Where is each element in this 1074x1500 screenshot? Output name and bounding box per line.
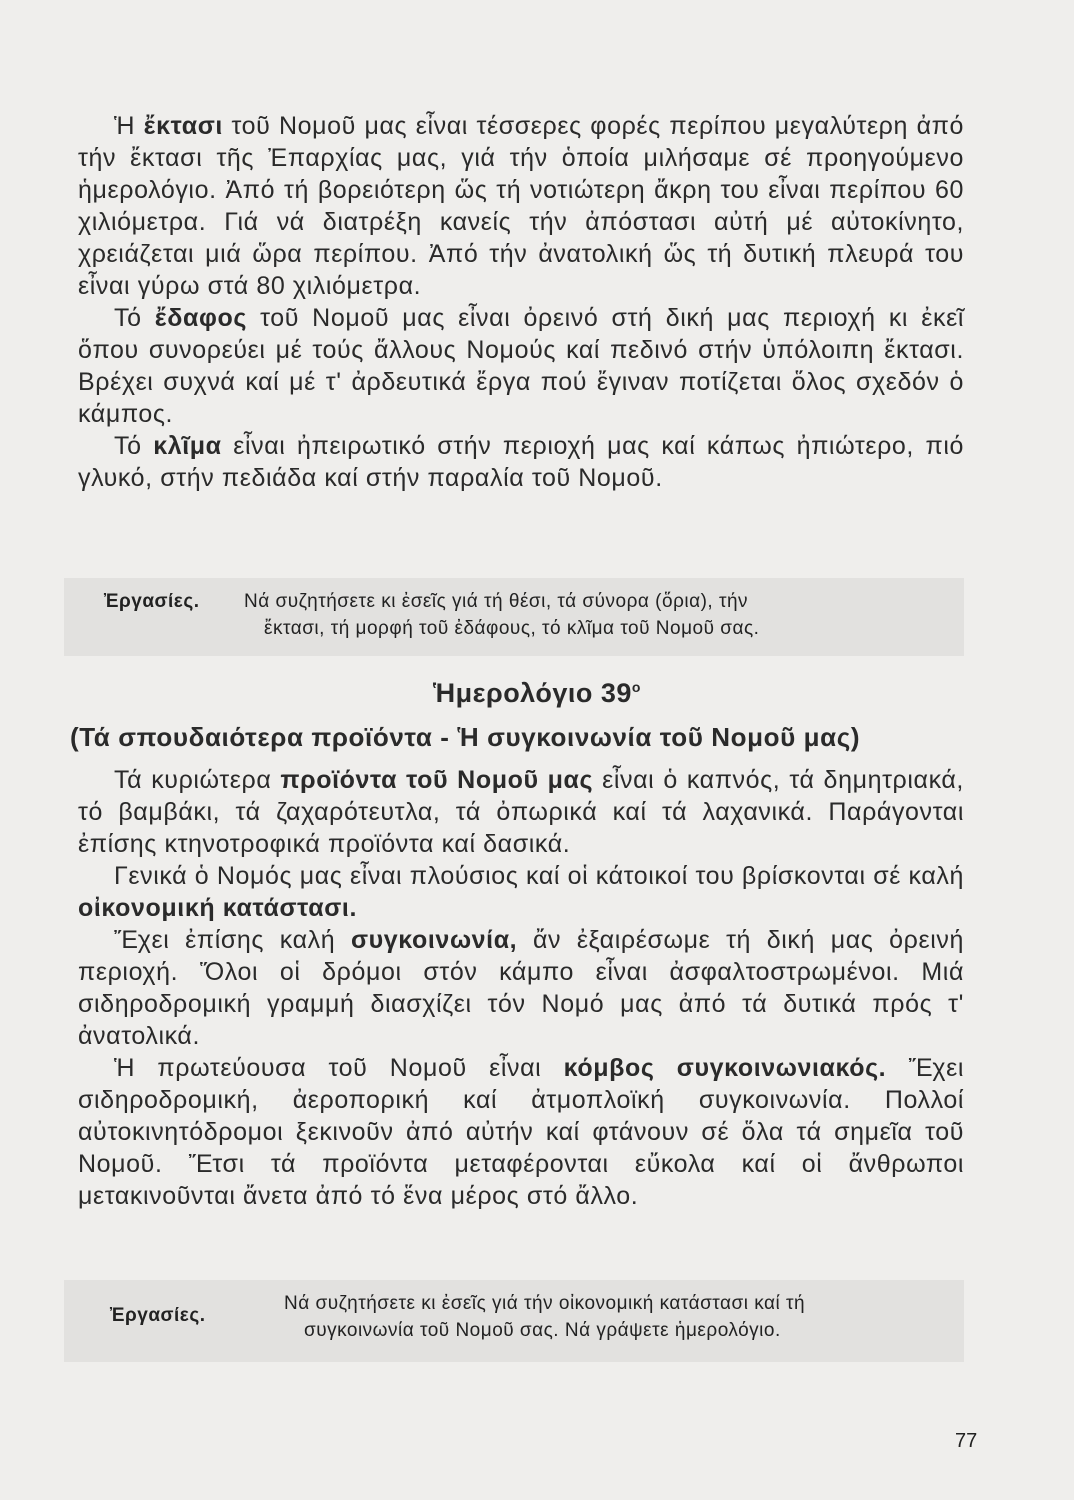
diary-title-superscript: ο	[631, 679, 641, 695]
keyword-terrain: ἔδαφος	[154, 304, 247, 332]
paragraph-area	[78, 110, 964, 302]
diary-title-text: Ἡμερολόγιο 39	[433, 678, 632, 708]
paragraph-terrain	[78, 302, 964, 430]
tasks-text	[244, 588, 944, 642]
paragraph-capital	[78, 1052, 964, 1212]
tasks-box-2	[64, 1280, 964, 1362]
paragraph-economy	[78, 860, 964, 924]
text-run: Τό	[114, 432, 154, 460]
tasks-label: Ἐργασίες.	[104, 591, 200, 612]
section-area-climate	[78, 110, 964, 494]
text-run: εἶναι ὁ καπνός, τά δημητριακά, τό βαμβάκι, τά ζαχαρότευτλα, τά ὀπωρικά καί τά λαχανικά. Παράγονται ἐπίσης κτηνοτροφικά προϊόντα καί δασικά.	[78, 766, 964, 858]
section-products-transport	[78, 764, 964, 1212]
keyword-transport: συγκοινωνία,	[350, 926, 518, 954]
paragraph-climate	[78, 430, 964, 494]
text-run: Τά κυριώτερα	[114, 766, 281, 794]
text-run: ἄν ἐξαιρέσωμε τή δική μας ὀρεινή περιοχή. Ὅλοι οἱ δρόμοι στόν κάμπο εἶναι ἀσφαλτοστρωμένοι. Μιά σιδηροδρομική γραμμή διασχίζει τόν Νομό μας ἀπό τά δυτικά πρός τ' ἀνατολικά.	[78, 926, 964, 1050]
keyword-hub: κόμβος συγκοινωνιακός.	[563, 1054, 887, 1082]
tasks-line: συγκοινωνία τοῦ Νομοῦ σας. Νά γράψετε ἡμερολόγιο.	[304, 1320, 781, 1341]
tasks-box-1	[64, 578, 964, 656]
text-run: Ἔχει σιδηροδρομική, ἀεροπορική καί ἀτμοπλοϊκή συγκοινωνία. Πολλοί αὐτοκινητόδρομοι ξεκινοῦν ἀπό αὐτήν καί φτάνουν σέ ὅλα τά σημεῖα τοῦ Νομοῦ. Ἔτσι τά προϊόντα μεταφέρονται εὔκολα καί οἱ ἄνθρωποι μετακινοῦνται ἄνετα ἀπό τό ἕνα μέρος στό ἄλλο.	[78, 1054, 964, 1210]
diary-subtitle: (Τά σπουδαιότερα προϊόντα - Ἡ συγκοινωνία τοῦ Νομοῦ μας)	[70, 722, 861, 752]
text-run: Ἡ πρωτεύουσα τοῦ Νομοῦ εἶναι	[114, 1054, 564, 1082]
text-run: Ἡ	[114, 112, 144, 140]
keyword-economy: οἰκονομική κατάστασι.	[78, 894, 358, 922]
text-run: Τό	[114, 304, 155, 332]
keyword-products: προϊόντα τοῦ Νομοῦ μας	[280, 766, 594, 794]
tasks-text	[284, 1290, 964, 1344]
diary-title	[0, 678, 1074, 709]
text-run: Ἔχει ἐπίσης καλή	[114, 926, 351, 954]
paragraph-transport	[78, 924, 964, 1052]
text-run: Γενικά ὁ Νομός μας εἶναι πλούσιος καί οἱ κάτοικοί του βρίσκονται σέ καλή	[114, 862, 964, 890]
text-run: εἶναι ἠπειρωτικό στήν περιοχή μας καί κάπως ἠπιώτερο, πιό γλυκό, στήν πεδιάδα καί στήν παραλία τοῦ Νομοῦ.	[78, 432, 964, 492]
tasks-line: Νά συζητήσετε κι ἐσεῖς γιά τή θέσι, τά σύνορα (ὅρια), τήν	[244, 591, 749, 612]
text-run: τοῦ Νομοῦ μας εἶναι ὀρεινό στή δική μας περιοχή κι ἐκεῖ ὅπου συνορεύει μέ τούς ἄλλους Νομούς καί πεδινό στήν ὑπόλοιπη ἔκτασι. Βρέχει συχνά καί μέ τ' ἀρδευτικά ἔργα πού ἔγιναν ποτίζεται ὅλος σχεδόν ὁ κάμπος.	[78, 304, 964, 428]
paragraph-products	[78, 764, 964, 860]
tasks-label: Ἐργασίες.	[110, 1305, 206, 1326]
text-run: τοῦ Νομοῦ μας εἶναι τέσσερες φορές περίπου μεγαλύτερη ἀπό τήν ἔκτασι τῆς Ἐπαρχίας μας, γιά τήν ὁποία μιλήσαμε σέ προηγούμενο ἡμερολόγιο. Ἀπό τή βορειότερη ὥς τή νοτιώτερη ἄκρη του εἶναι περίπου 60 χιλιόμετρα. Γιά νά διατρέξη κανείς τήν ἀπόστασι αὐτή μέ αὐτοκίνητο, χρειάζεται μιά ὥρα περίπου. Ἀπό τήν ἀνατολική ὥς τή δυτική πλευρά του εἶναι γύρω στά 80 χιλιόμετρα.	[78, 112, 964, 300]
page-number: 77	[955, 1430, 978, 1452]
keyword-climate: κλῖμα	[153, 432, 222, 460]
tasks-line: ἔκτασι, τή μορφή τοῦ ἐδάφους, τό κλῖμα τοῦ Νομοῦ σας.	[264, 618, 760, 639]
keyword-area: ἔκτασι	[143, 112, 223, 140]
tasks-line: Νά συζητήσετε κι ἐσεῖς γιά τήν οἰκονομική κατάστασι καί τή	[284, 1293, 806, 1314]
